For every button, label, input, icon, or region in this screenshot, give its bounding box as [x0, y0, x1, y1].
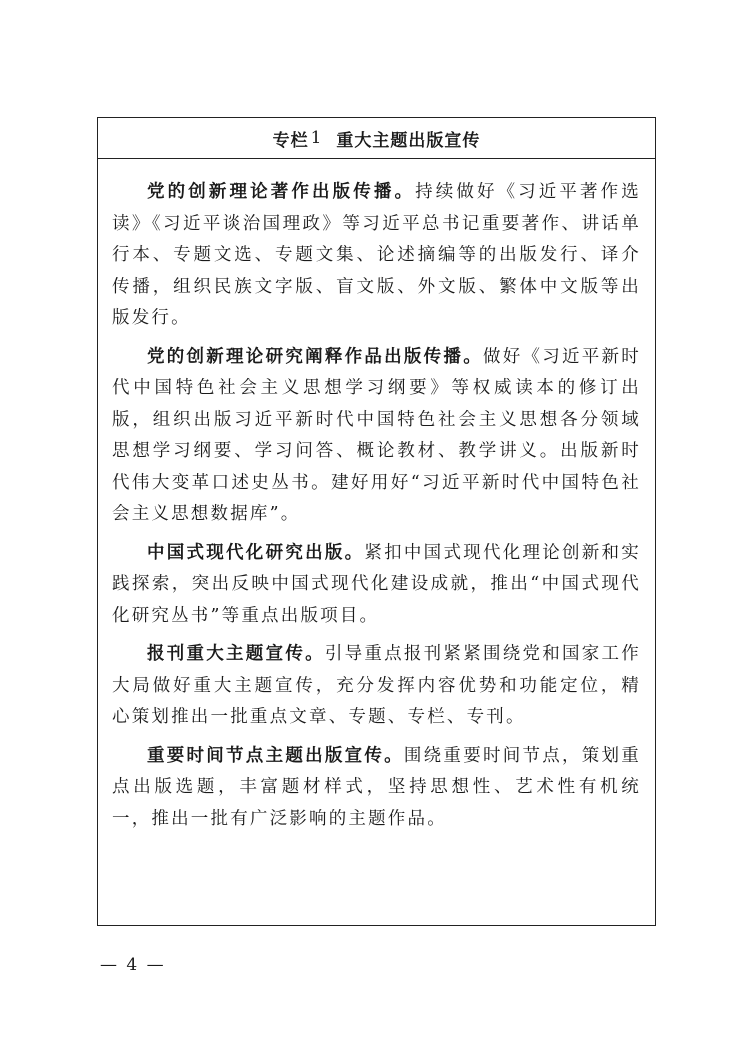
special-column-box	[97, 117, 656, 926]
paragraph-lead: 党的创新理论研究阐释作品出版传播。	[147, 346, 483, 367]
paragraph-modernization	[112, 538, 641, 633]
paragraph-lead: 中国式现代化研究出版。	[147, 542, 365, 563]
paragraph-theory-works	[112, 177, 641, 335]
column-body	[98, 159, 655, 835]
page-number: — 4 —	[100, 955, 166, 975]
paragraph-text: 做好《习近平新时代中国特色社会主义思想学习纲要》等权威读本的修订出版，组织出版习近平新时代中国特色社会主义思想各分领域思想学习纲要、学习问答、概论教材、教学讲义。出版新时代伟大变革口述史丛书。建好用好“习近平新时代中国特色社会主义思想数据库”。	[112, 346, 641, 524]
column-title-number: 1	[310, 128, 323, 148]
paragraph-text: 持续做好《习近平著作选读》《习近平谈治国理政》等习近平总书记重要著作、讲话单行本、专题文选、专题文集、论述摘编等的出版发行、译介传播，组织民族文字版、盲文版、外文版、繁体中文版等出版发行。	[112, 182, 641, 328]
column-title-prefix: 专栏	[272, 130, 309, 151]
paragraph-lead: 党的创新理论著作出版传播。	[147, 182, 416, 202]
paragraph-theory-research	[112, 342, 641, 531]
column-header	[98, 118, 655, 159]
paragraph-text: 引导重点报刊紧紧围绕党和国家工作大局做好重大主题宣传，充分发挥内容优势和功能定位，精心策划推出一批重点文章、专题、专栏、专刊。	[112, 644, 641, 727]
column-title: 重大主题出版宣传	[336, 130, 481, 151]
paragraph-text: 围绕重要时间节点，策划重点出版选题，丰富题材样式，坚持思想性、艺术性有机统一，推出一批有广泛影响的主题作品。	[112, 745, 641, 829]
paragraph-lead: 重要时间节点主题出版宣传。	[147, 745, 404, 766]
paragraph-lead: 报刊重大主题宣传。	[147, 644, 325, 664]
paragraph-key-dates	[112, 741, 641, 836]
paragraph-text: 紧扣中国式现代化理论创新和实践探索，突出反映中国式现代化建设成就，推出“中国式现代化研究丛书”等重点出版项目。	[112, 542, 641, 626]
paragraph-press	[112, 639, 641, 734]
